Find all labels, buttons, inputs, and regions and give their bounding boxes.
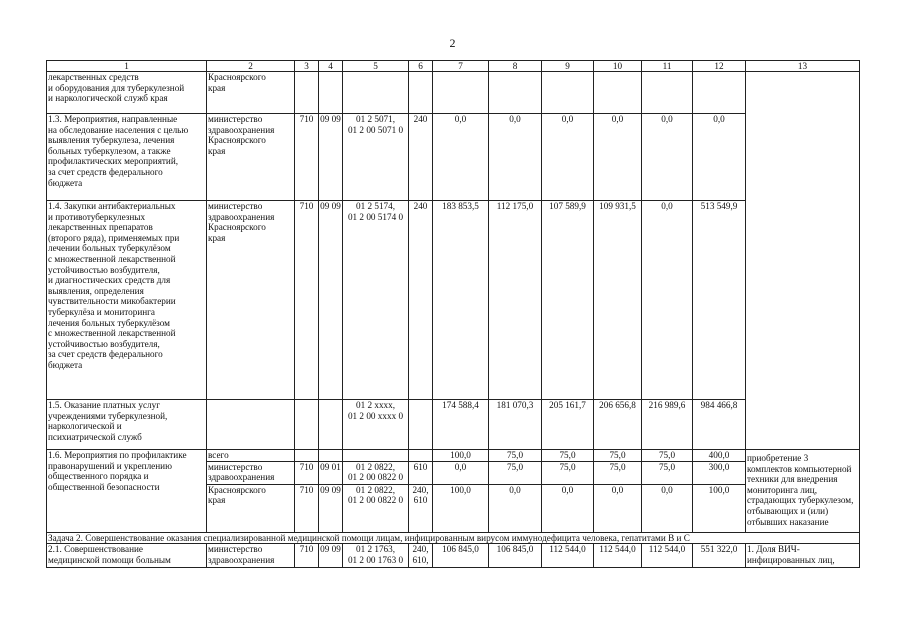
value-cell: 984 466,8	[693, 400, 746, 450]
table-row	[47, 201, 860, 400]
program-table	[46, 60, 860, 568]
value-cell: 75,0	[489, 450, 542, 462]
executor-cell: министерство здравоохранения Красноярского края	[207, 114, 295, 201]
value-cell: 112 544,0	[542, 544, 594, 568]
activity-cell: 1.4. Закупки антибактериальных и противотуберкулезных лекарственных препаратов (второго ряда), применяемых при лечении больных туберкулёзом с множественной лекарственной устойчивостью возбудителя, и диагностических средств для выявления, определения чувствительности микобактерии туберкулёза и мониторинга лечения больных туберкулёзом с множественной лекарственной устойчивостью возбудителя, за счет средств федерального бюджета	[47, 201, 207, 400]
activity-cell: 2.1. Совершенствование медицинской помощи больным	[47, 544, 207, 568]
table-row	[47, 400, 860, 450]
value-cell: 0,0	[594, 114, 642, 201]
value-cell: 75,0	[594, 450, 642, 462]
value-cell: 75,0	[489, 461, 542, 484]
value-cell: 75,0	[594, 461, 642, 484]
rzpr-cell: 09 09	[319, 484, 343, 532]
grbs-cell: 710	[295, 544, 319, 568]
table-row	[47, 450, 860, 462]
vr-cell: 240, 610	[409, 484, 433, 532]
rzpr-cell: 09 01	[319, 461, 343, 484]
value-cell: 0,0	[642, 114, 693, 201]
csr-cell: 01 2 0822, 01 2 00 0822 0	[343, 461, 409, 484]
executor-cell: всего	[207, 450, 295, 462]
grbs-cell: 710	[295, 484, 319, 532]
csr-cell: 01 2 0822, 01 2 00 0822 0	[343, 484, 409, 532]
value-cell: 75,0	[642, 450, 693, 462]
value-cell: 112 175,0	[489, 201, 542, 400]
header-cell: 5	[343, 61, 409, 72]
value-cell: 100,0	[433, 484, 489, 532]
executor-cell: Красноярского края	[207, 484, 295, 532]
csr-cell: 01 2 xxxx, 01 2 00 xxxx 0	[343, 400, 409, 450]
task-row	[47, 532, 860, 544]
header-cell: 9	[542, 61, 594, 72]
vr-cell: 240	[409, 114, 433, 201]
executor-cell: министерство здравоохранения	[207, 461, 295, 484]
page-number: 2	[449, 36, 456, 50]
csr-cell: 01 2 5174, 01 2 00 5174 0	[343, 201, 409, 400]
table-row	[47, 114, 860, 201]
value-cell: 0,0	[433, 461, 489, 484]
activity-cell: 1.6. Мероприятия по профилактике правонарушений и укреплению общественного порядка и общественной безопасности	[47, 450, 207, 533]
value-cell: 0,0	[642, 484, 693, 532]
header-cell: 13	[746, 61, 860, 72]
value-cell: 0,0	[542, 484, 594, 532]
executor-cell: Красноярского края	[207, 72, 295, 114]
value-cell: 205 161,7	[542, 400, 594, 450]
value-cell: 300,0	[693, 461, 746, 484]
executor-cell: министерство здравоохранения	[207, 544, 295, 568]
value-cell: 0,0	[433, 114, 489, 201]
activity-cell: лекарственных средств и оборудования для туберкулезной и наркологической служб края	[47, 72, 207, 114]
value-cell: 75,0	[542, 461, 594, 484]
task-heading: Задача 2. Совершенствование оказания специализированной медицинской помощи лицам, инфицированным вирусом иммунодефицита человека, гепатитами В и С	[47, 532, 860, 544]
result-cell: приобретение 3 комплектов компьютерной техники для внедрения мониторинга лиц, страдающих туберкулезом, отбывающих и (или) отбывших наказание	[746, 450, 860, 533]
value-cell: 400,0	[693, 450, 746, 462]
grbs-cell: 710	[295, 201, 319, 400]
grbs-cell: 710	[295, 461, 319, 484]
activity-cell: 1.5. Оказание платных услуг учреждениями туберкулезной, наркологической и психиатрической служб	[47, 400, 207, 450]
result-cell	[746, 72, 860, 450]
value-cell: 75,0	[642, 461, 693, 484]
table-row	[47, 72, 860, 114]
value-cell: 513 549,9	[693, 201, 746, 400]
value-cell: 75,0	[542, 450, 594, 462]
csr-cell: 01 2 5071, 01 2 00 5071 0	[343, 114, 409, 201]
header-cell: 4	[319, 61, 343, 72]
value-cell: 0,0	[693, 114, 746, 201]
header-cell: 11	[642, 61, 693, 72]
vr-cell: 240, 610,	[409, 544, 433, 568]
value-cell: 551 322,0	[693, 544, 746, 568]
rzpr-cell: 09 09	[319, 114, 343, 201]
value-cell: 112 544,0	[642, 544, 693, 568]
value-cell: 0,0	[489, 114, 542, 201]
value-cell: 181 070,3	[489, 400, 542, 450]
value-cell: 106 845,0	[433, 544, 489, 568]
grbs-cell: 710	[295, 114, 319, 201]
vr-cell: 610	[409, 461, 433, 484]
header-cell: 6	[409, 61, 433, 72]
value-cell: 112 544,0	[594, 544, 642, 568]
executor-cell: министерство здравоохранения Красноярского края	[207, 201, 295, 400]
value-cell: 0,0	[542, 114, 594, 201]
value-cell: 0,0	[642, 201, 693, 400]
value-cell: 106 845,0	[489, 544, 542, 568]
csr-cell: 01 2 1763, 01 2 00 1763 0	[343, 544, 409, 568]
value-cell: 174 588,4	[433, 400, 489, 450]
activity-cell: 1.3. Мероприятия, направленные на обследование населения с целью выявления туберкулеза, лечения больных туберкулезом, а также профилактических мероприятий, за счет средств федерального бюджета	[47, 114, 207, 201]
value-cell: 0,0	[489, 484, 542, 532]
vr-cell: 240	[409, 201, 433, 400]
value-cell: 206 656,8	[594, 400, 642, 450]
value-cell: 107 589,9	[542, 201, 594, 400]
value-cell: 216 989,6	[642, 400, 693, 450]
header-cell: 10	[594, 61, 642, 72]
rzpr-cell: 09 09	[319, 544, 343, 568]
value-cell: 100,0	[693, 484, 746, 532]
value-cell: 0,0	[594, 484, 642, 532]
header-cell: 7	[433, 61, 489, 72]
header-cell: 8	[489, 61, 542, 72]
header-cell: 12	[693, 61, 746, 72]
header-cell: 1	[47, 61, 207, 72]
result-cell: 1. Доля ВИЧ- инфицированных лиц,	[746, 544, 860, 568]
header-row	[47, 61, 860, 72]
table-row	[47, 544, 860, 568]
header-cell: 2	[207, 61, 295, 72]
value-cell: 109 931,5	[594, 201, 642, 400]
value-cell: 183 853,5	[433, 201, 489, 400]
rzpr-cell: 09 09	[319, 201, 343, 400]
header-cell: 3	[295, 61, 319, 72]
value-cell: 100,0	[433, 450, 489, 462]
